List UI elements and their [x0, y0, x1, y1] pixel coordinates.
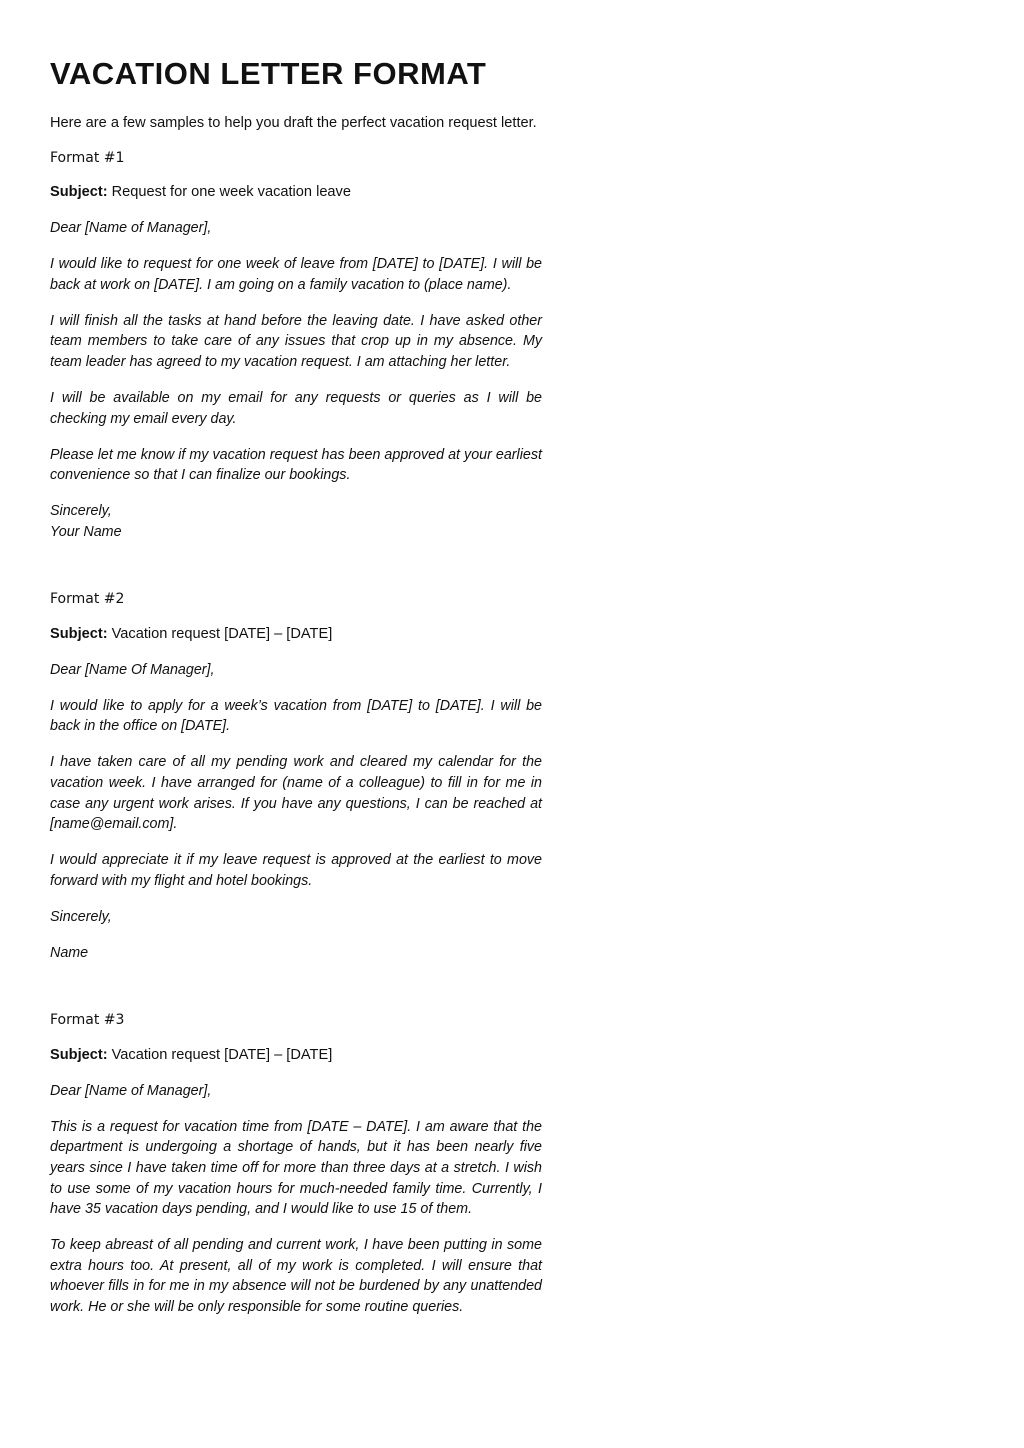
body-paragraph: I would like to apply for a week’s vacation from [DATE] to [DATE]. I will be back in the office on [DATE]. — [50, 697, 542, 735]
body-paragraph: This is a request for vacation time from [DATE – DATE]. I am aware that the department is undergoing a shortage of hands, but it has been nearly five years since I have taken time off for more than three days at a stretch. I wish to use some of my vacation hours for much-needed family time. Currently, I have 35 vacation days pending, and I would like to use 15 of them. — [50, 1118, 542, 1218]
closing: Sincerely, — [50, 503, 112, 520]
body-paragraph: Please let me know if my vacation request has been approved at your earliest convenience so that I can finalize our bookings. — [50, 446, 542, 484]
closing-block — [50, 501, 542, 542]
greeting: Dear [Name of Manager], — [50, 1082, 212, 1099]
subject-text: Vacation request [DATE] – [DATE] — [111, 1046, 333, 1063]
section-spacer — [50, 979, 542, 1010]
body-paragraph: I will finish all the tasks at hand before the leaving date. I have asked other team members to take care of any issues that crop up in my absence. My team leader has agreed to my vacation request. I am attaching her letter. — [50, 312, 542, 370]
body-paragraph: I have taken care of all my pending work and cleared my calendar for the vacation week. I have arranged for (name of a colleague) to fill in for me in case any urgent work arises. If you have any questions, I can be reached at [name@email.com]. — [50, 754, 542, 833]
greeting: Dear [Name Of Manager], — [50, 661, 215, 678]
format-heading: Format #3 — [50, 1012, 125, 1029]
document-page — [50, 56, 542, 1333]
subject-line — [50, 1045, 542, 1066]
subject-line — [50, 182, 542, 203]
letter-format-3 — [50, 1010, 542, 1317]
body-paragraph: To keep abreast of all pending and current work, I have been putting in some extra hours too. At present, all of my work is completed. I will ensure that whoever fills in for me in my absence will not be burdened by any unattended work. He or she will be only responsible for some routine queries. — [50, 1237, 542, 1315]
letter-format-2 — [50, 589, 542, 964]
letter-format-1 — [50, 148, 542, 543]
subject-label: Subject: — [50, 184, 108, 200]
greeting: Dear [Name of Manager], — [50, 220, 212, 236]
intro-text: Here are a few samples to help you draft the perfect vacation request letter. — [50, 115, 537, 131]
format-heading: Format #1 — [50, 149, 125, 166]
signature: Name — [50, 945, 89, 962]
subject-label: Subject: — [50, 625, 108, 642]
section-spacer — [50, 558, 542, 589]
body-paragraph: I would like to request for one week of leave from [DATE] to [DATE]. I will be back at work on [DATE]. I am going on a family vacation to (place name). — [50, 256, 542, 293]
subject-label: Subject: — [50, 1046, 108, 1063]
body-paragraph: I would appreciate it if my leave request is approved at the earliest to move forward with my flight and hotel bookings. — [50, 852, 542, 889]
format-heading: Format #2 — [50, 591, 125, 608]
signature: Your Name — [50, 524, 122, 541]
subject-text: Request for one week vacation leave — [111, 184, 351, 200]
page-title: VACATION LETTER FORMAT — [50, 56, 487, 91]
subject-line — [50, 624, 542, 645]
subject-text: Vacation request [DATE] – [DATE] — [111, 625, 333, 642]
body-paragraph: I will be available on my email for any requests or queries as I will be checking my email every day. — [50, 390, 542, 427]
closing: Sincerely, — [50, 908, 112, 925]
